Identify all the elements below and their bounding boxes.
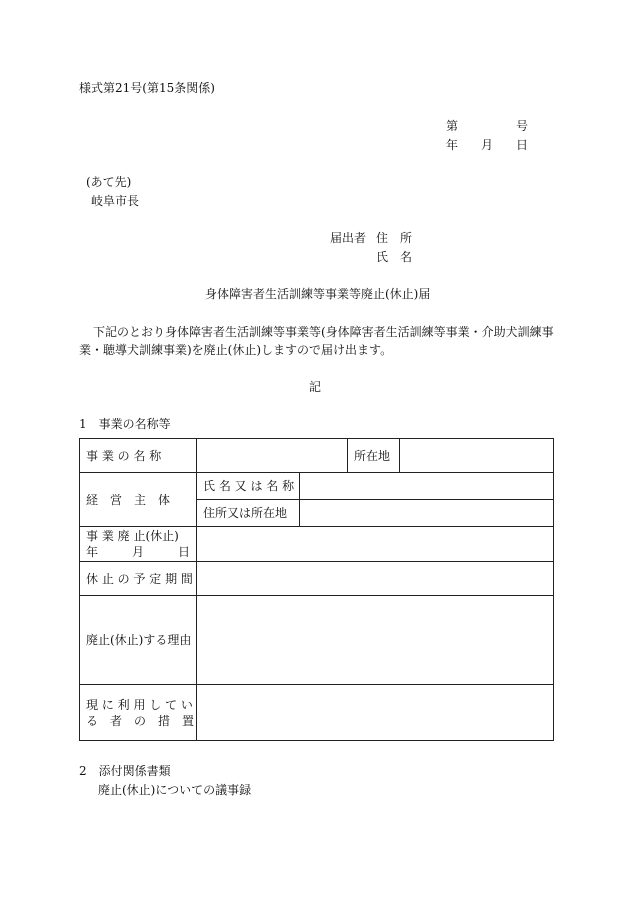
location-value[interactable] bbox=[400, 439, 554, 473]
date-label-nen: 年 bbox=[446, 138, 459, 152]
reason-value[interactable] bbox=[197, 596, 554, 685]
users-measures-value[interactable] bbox=[197, 685, 554, 741]
address-or-location-value[interactable] bbox=[300, 500, 554, 527]
abolish-date-hi: 日 bbox=[177, 545, 190, 559]
applicant-address-label: 住 所 bbox=[376, 231, 413, 245]
section-1-heading: 1 事業の名称等 bbox=[79, 417, 171, 431]
ki-heading: 記 bbox=[309, 380, 322, 394]
address-or-location-label: 住所又は所在地 bbox=[197, 500, 300, 527]
body-text-line-1: 下記のとおり身体障害者生活訓練等事業等(身体障害者生活訓練等事業・介助犬訓練事 bbox=[93, 325, 554, 339]
business-info-table bbox=[79, 438, 554, 741]
table-row bbox=[80, 596, 554, 685]
date-label-tsuki: 月 bbox=[481, 138, 494, 152]
addressee-name: 岐阜市長 bbox=[91, 194, 140, 208]
location-label: 所在地 bbox=[348, 439, 400, 473]
abolish-date-value[interactable] bbox=[197, 527, 554, 562]
number-label-dai: 第 bbox=[446, 119, 459, 133]
table-row bbox=[80, 527, 554, 562]
table-row bbox=[80, 473, 554, 500]
table-row bbox=[80, 685, 554, 741]
date-label-hi: 日 bbox=[516, 138, 529, 152]
operator-label: 経 営 主 体 bbox=[80, 473, 197, 527]
reason-label: 廃止(休止)する理由 bbox=[80, 596, 197, 685]
planned-period-label: 休 止 の 予 定 期 間 bbox=[80, 562, 197, 596]
number-label-go: 号 bbox=[516, 119, 529, 133]
users-measures-label: 現 に 利 用 し て い る 者 の 措 置 bbox=[80, 685, 197, 741]
abolish-date-nen: 年 bbox=[86, 545, 99, 559]
form-number: 様式第21号(第15条関係) bbox=[79, 81, 215, 95]
attachment-item: 廃止(休止)についての議事録 bbox=[98, 783, 252, 797]
table-row bbox=[80, 562, 554, 596]
name-or-title-label: 氏 名 又 は 名 称 bbox=[197, 473, 300, 500]
planned-period-value[interactable] bbox=[197, 562, 554, 596]
name-or-title-value[interactable] bbox=[300, 473, 554, 500]
addressee-label: (あて先) bbox=[86, 175, 132, 189]
business-name-label: 事 業 の 名 称 bbox=[80, 439, 197, 473]
applicant-prefix: 届出者 bbox=[330, 231, 367, 245]
applicant-name-label: 氏 名 bbox=[376, 250, 413, 264]
table-row bbox=[80, 439, 554, 473]
document-title: 身体障害者生活訓練等事業等廃止(休止)届 bbox=[205, 287, 431, 301]
section-2-heading: 2 添付関係書類 bbox=[79, 764, 171, 778]
body-text-line-2: 業・聴導犬訓練事業)を廃止(休止)しますので届け出ます。 bbox=[79, 343, 393, 357]
abolish-date-tsuki: 月 bbox=[131, 545, 144, 559]
abolish-date-label: 事 業 廃 止(休止) 年 月 日 bbox=[80, 527, 197, 562]
business-name-value[interactable] bbox=[197, 439, 348, 473]
